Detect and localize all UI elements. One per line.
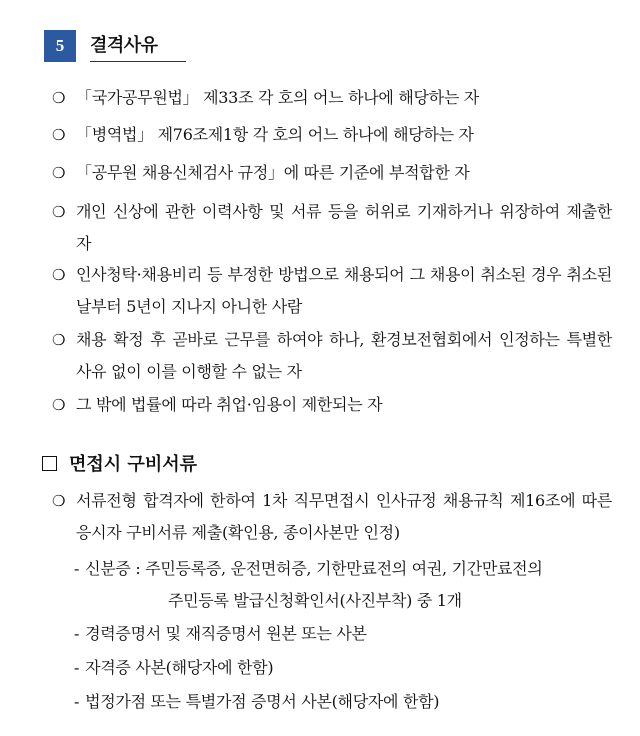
item-text: 채용 확정 후 곧바로 근무를 하여야 하나, 환경보전협회에서 인정하는 특별한 사유 없이 이를 이행할 수 없는 자	[76, 330, 612, 381]
section-title-documents: 면접시 구비서류	[69, 454, 197, 475]
documents-intro-item	[52, 485, 612, 549]
document-text: 법정가점 또는 특별가점 증명서 사본(해당자에 한함)	[85, 692, 440, 711]
disqualification-item	[52, 157, 612, 189]
item-text: 「공무원 채용신체검사 규정」에 따른 기준에 부적합한 자	[76, 163, 470, 182]
disqualification-item	[52, 389, 612, 421]
disqualification-item	[52, 324, 612, 388]
dash-bullet: -	[74, 658, 80, 677]
dash-bullet: -	[74, 692, 80, 711]
item-text: 개인 신상에 관한 이력사항 및 서류 등을 허위로 기재하거나 위장하여 제출한 자	[76, 202, 612, 253]
item-text: 인사청탁·채용비리 등 부정한 방법으로 채용되어 그 채용이 취소된 경우 취소된 날부터 5년이 지나지 아니한 사람	[76, 265, 612, 316]
square-bullet-icon	[42, 456, 57, 471]
item-text: 「병역법」 제76조제1항 각 호의 어느 하나에 해당하는 자	[76, 125, 474, 144]
document-line-id	[74, 553, 614, 617]
section-interview-documents-header	[42, 450, 197, 476]
circle-bullet-icon: ❍	[52, 331, 66, 349]
circle-bullet-icon: ❍	[52, 396, 66, 414]
circle-bullet-icon: ❍	[52, 492, 66, 510]
circle-bullet-icon: ❍	[52, 89, 66, 107]
dash-bullet: -	[74, 559, 80, 578]
circle-bullet-icon: ❍	[52, 126, 66, 144]
circle-bullet-icon: ❍	[52, 266, 66, 284]
section-number-badge: 5	[44, 30, 76, 62]
disqualification-item	[52, 82, 612, 114]
circle-bullet-icon: ❍	[52, 164, 66, 182]
document-line	[74, 652, 614, 684]
id-line-2: 주민등록 발급신청확인서(사진부착) 중 1개	[168, 591, 462, 610]
disqualification-item	[52, 196, 612, 260]
section-5-header	[44, 30, 186, 62]
document-text: 경력증명서 및 재직증명서 원본 또는 사본	[85, 624, 367, 643]
item-text: 그 밖에 법률에 따라 취업·임용이 제한되는 자	[76, 395, 383, 414]
id-line-1: 신분증 : 주민등록증, 운전면허증, 기한만료전의 여권, 기간만료전의	[85, 559, 543, 578]
disqualification-item	[52, 259, 612, 323]
document-line	[74, 618, 614, 650]
disqualification-item	[52, 119, 612, 151]
item-text: 서류전형 합격자에 한하여 1차 직무면접시 인사규정 채용규칙 제16조에 따른 응시자 구비서류 제출(확인용, 종이사본만 인정)	[76, 491, 612, 542]
section-title-disqualification: 결격사유	[90, 31, 186, 62]
item-text: 「국가공무원법」 제33조 각 호의 어느 하나에 해당하는 자	[76, 88, 479, 107]
dash-bullet: -	[74, 624, 80, 643]
document-text: 자격증 사본(해당자에 한함)	[85, 658, 274, 677]
circle-bullet-icon: ❍	[52, 203, 66, 221]
document-line	[74, 686, 614, 718]
